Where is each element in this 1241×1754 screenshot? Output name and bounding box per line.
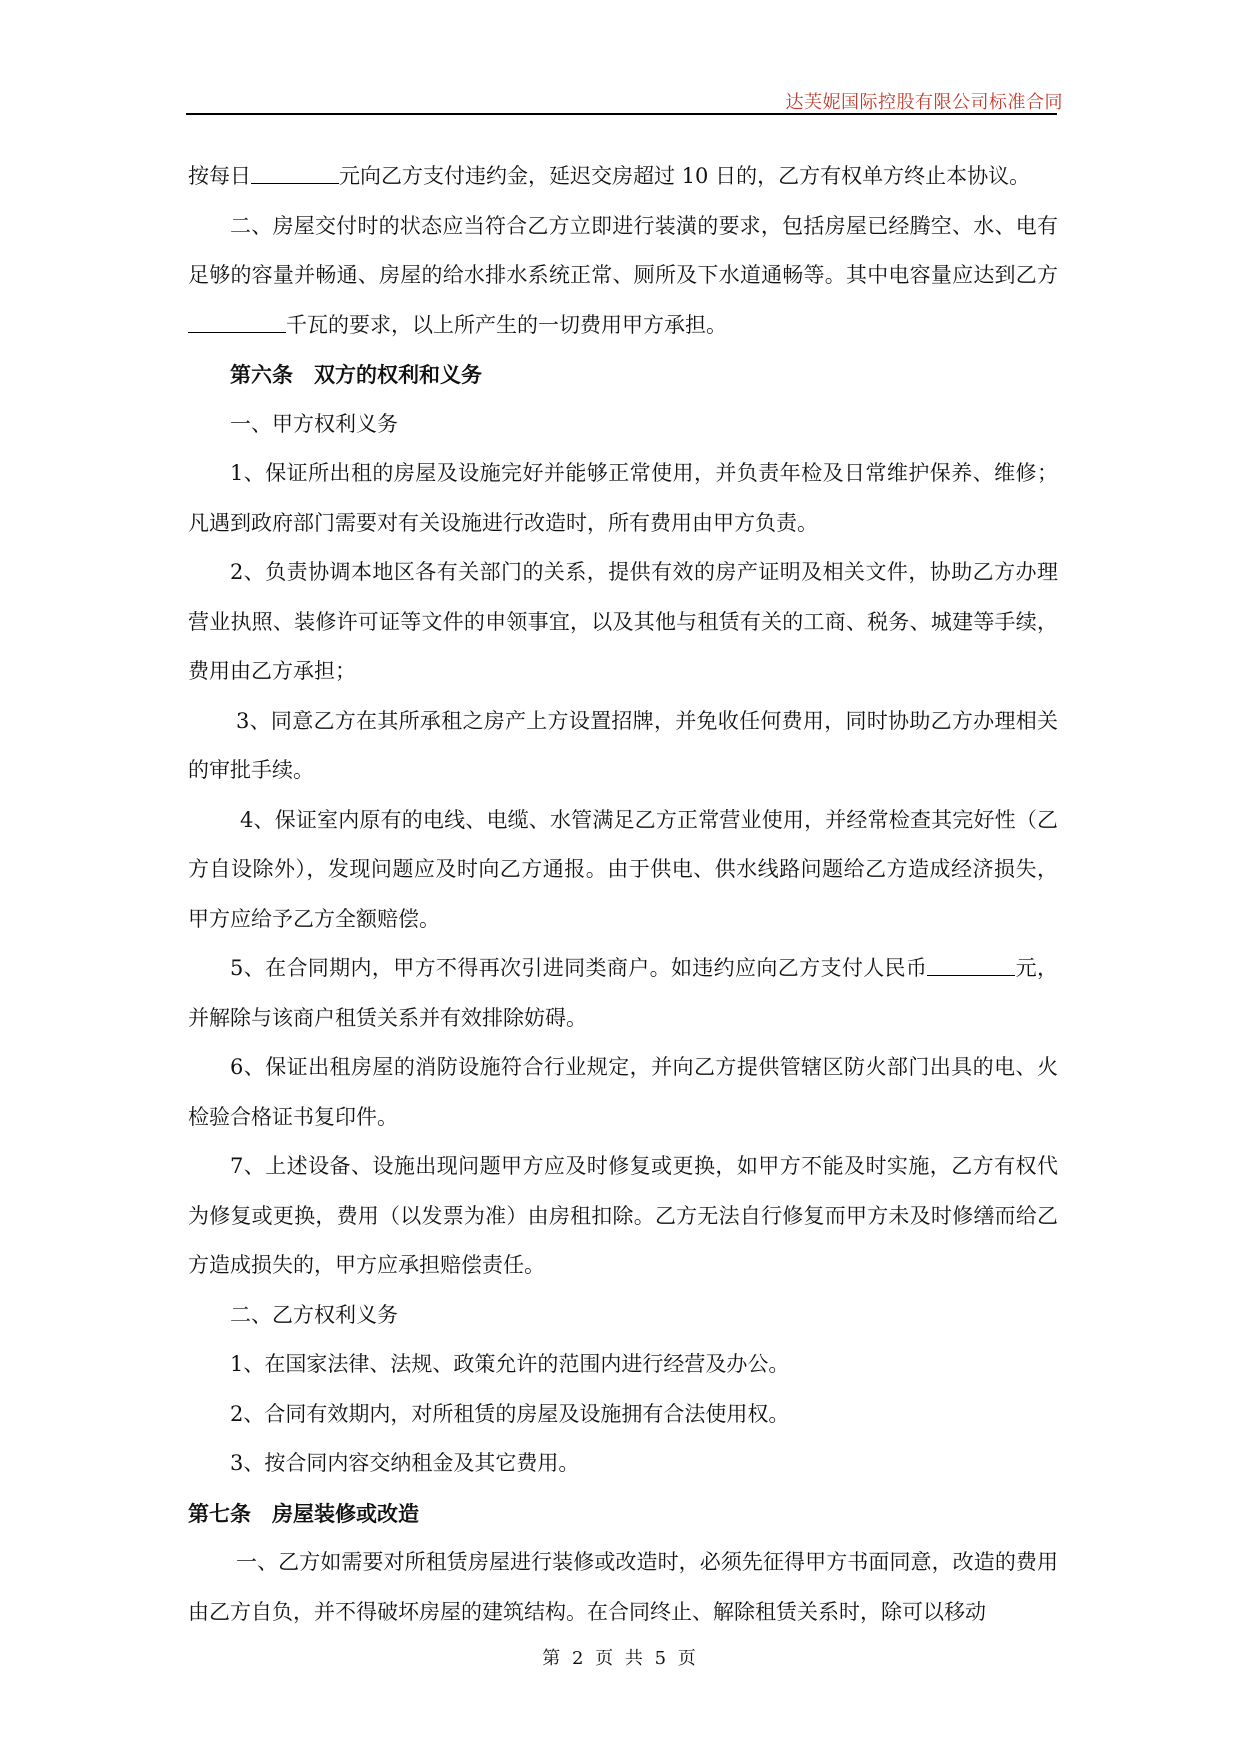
party-b-item-1: 1、在国家法律、法规、政策允许的范围内进行经营及办公。 — [230, 1352, 790, 1376]
party-b-item-2: 2、合同有效期内，对所租赁的房屋及设施拥有合法使用权。 — [230, 1401, 790, 1426]
header-divider — [186, 113, 1057, 115]
party-a-item-4: 4、保证室内原有的电线、电缆、水管满足乙方正常营业使用，并经常检查其完好性（乙方自设除外），发现问题应及时向乙方通报。由于供电、供水线路问题给乙方造成经济损失，甲方应给予乙方全额赔偿。 — [188, 807, 1058, 931]
blank-field-rmb-amount — [927, 955, 1015, 976]
section-party-a-heading: 一、甲方权利义务 — [230, 411, 398, 436]
article-7-heading: 第七条 房屋装修或改造 — [188, 1500, 419, 1526]
party-a-item-5: 5、在合同期内，甲方不得再次引进同类商户。如违约应向乙方支付人民币 元，并解除与该商户租赁关系并有效排除妨碍。 — [188, 956, 1059, 1030]
clause-penalty-continuation: 按每日 元向乙方支付违约金，延迟交房超过 10 日的，乙方有权单方终止本协议。 — [188, 164, 1031, 188]
article-6-heading: 第六条 双方的权利和义务 — [230, 362, 482, 387]
party-a-item-6: 6、保证出租房屋的消防设施符合行业规定，并向乙方提供管辖区防火部门出具的电、火检验合格证书复印件。 — [188, 1055, 1058, 1129]
blank-field-kilowatts — [188, 312, 286, 333]
document-header-title: 达芙妮国际控股有限公司标准合同 — [785, 92, 1063, 113]
page-number: 第 2 页 共 5 页 — [542, 1648, 699, 1669]
clause-delivery-condition: 二、房屋交付时的状态应当符合乙方立即进行装潢的要求，包括房屋已经腾空、水、电有足够的容量并畅通、房屋的给水排水系统正常、厕所及下水道通畅等。其中电容量应达到乙方千瓦的要求，以上所产生的一切费用甲方承担。 — [188, 213, 1058, 337]
blank-field-daily-penalty — [251, 163, 339, 184]
party-a-item-1: 1、保证所出租的房屋及设施完好并能够正常使用，并负责年检及日常维护保养、维修；凡遇到政府部门需要对有关设施进行改造时，所有费用由甲方负责。 — [188, 461, 1058, 535]
party-b-item-3: 3、按合同内容交纳租金及其它费用。 — [230, 1451, 580, 1475]
section-party-b-heading: 二、乙方权利义务 — [230, 1302, 398, 1327]
document-body — [188, 152, 1058, 1637]
party-a-item-2: 2、负责协调本地区各有关部门的关系，提供有效的房产证明及相关文件，协助乙方办理营业执照、装修许可证等文件的申领事宜，以及其他与租赁有关的工商、税务、城建等手续，费用由乙方承担； — [188, 560, 1058, 683]
renovation-clause-1: 一、乙方如需要对所租赁房屋进行装修或改造时，必须先征得甲方书面同意，改造的费用由乙方自负，并不得破坏房屋的建筑结构。在合同终止、解除租赁关系时，除可以移动 — [188, 1550, 1058, 1624]
party-a-item-3: 3、同意乙方在其所承租之房产上方设置招牌，并免收任何费用，同时协助乙方办理相关的审批手续。 — [188, 708, 1058, 782]
party-a-item-7: 7、上述设备、设施出现问题甲方应及时修复或更换，如甲方不能及时实施，乙方有权代为修复或更换，费用（以发票为准）由房租扣除。乙方无法自行修复而甲方未及时修缮而给乙方造成损失的，甲方应承担赔偿责任。 — [188, 1154, 1058, 1277]
